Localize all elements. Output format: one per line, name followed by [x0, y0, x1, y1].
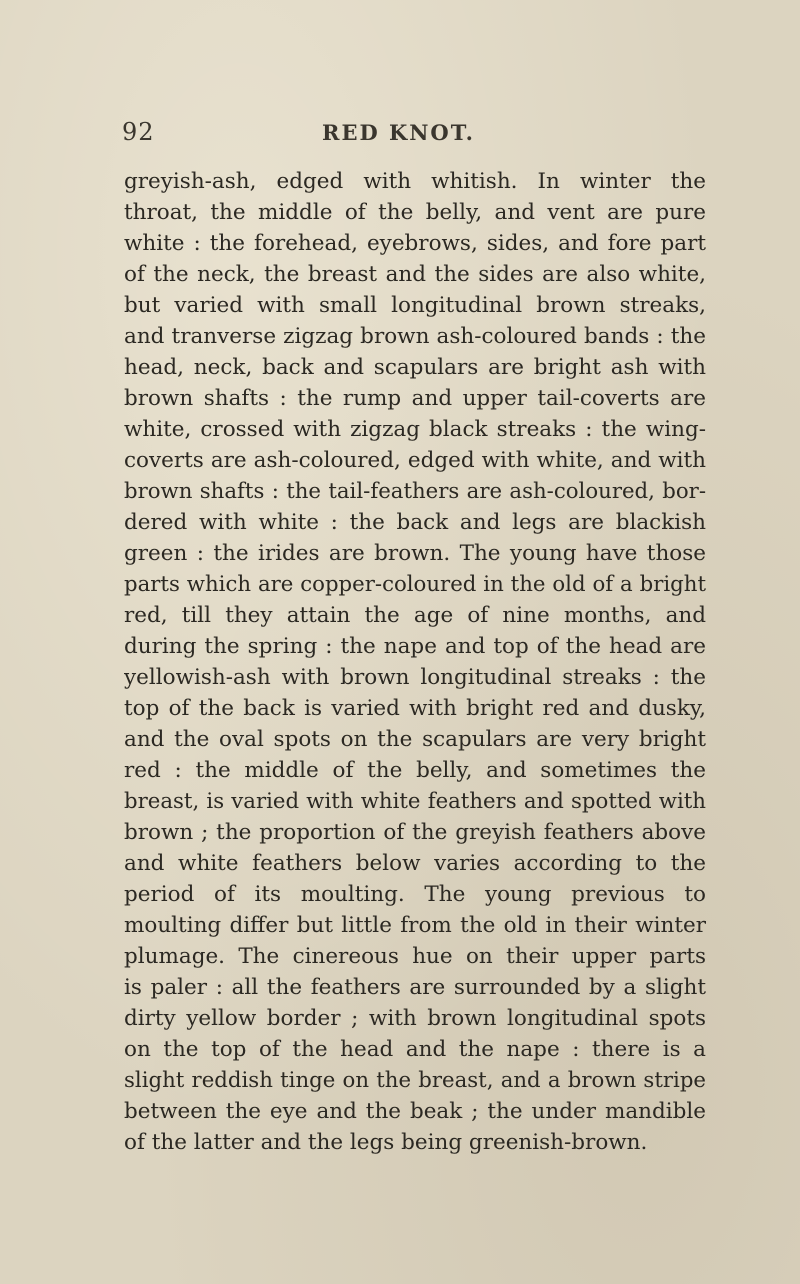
text-line: dirty yellow border ; with brown longitudinal spots: [124, 1006, 706, 1031]
running-title: RED KNOT.: [322, 120, 475, 145]
text-line: and the oval spots on the scapulars are very bright: [124, 727, 706, 752]
text-line: during the spring : the nape and top of the head are: [124, 634, 706, 659]
text-line: but varied with small longitudinal brown streaks,: [124, 293, 706, 318]
text-line: between the eye and the beak ; the under mandible: [124, 1099, 706, 1124]
text-line-last: of the latter and the legs being greenish-brown.: [124, 1130, 648, 1155]
text-line: brown shafts : the tail-feathers are ash-coloured, bor-: [124, 479, 706, 504]
text-line: on the top of the head and the nape : there is a: [124, 1037, 706, 1062]
running-head: [0, 118, 800, 152]
text-line: brown ; the proportion of the greyish feathers above: [124, 820, 706, 845]
page-number: 92: [122, 118, 155, 146]
text-line: moulting differ but little from the old in their winter: [124, 913, 706, 938]
text-line: red, till they attain the age of nine months, and: [124, 603, 706, 628]
text-line: slight reddish tinge on the breast, and a brown stripe: [124, 1068, 706, 1093]
text-line: yellowish-ash with brown longitudinal streaks : the: [124, 665, 706, 690]
text-line: white, crossed with zigzag black streaks : the wing-: [124, 417, 706, 442]
body-text: [124, 166, 706, 1158]
text-line: throat, the middle of the belly, and vent are pure: [124, 200, 706, 225]
text-line: and white feathers below varies according to the: [124, 851, 706, 876]
text-line: coverts are ash-coloured, edged with white, and with: [124, 448, 706, 473]
text-line: breast, is varied with white feathers and spotted with: [124, 789, 706, 814]
text-line: parts which are copper-coloured in the old of a bright: [124, 572, 706, 597]
text-line: top of the back is varied with bright red and dusky,: [124, 696, 706, 721]
text-line: of the neck, the breast and the sides are also white,: [124, 262, 706, 287]
text-line: head, neck, back and scapulars are bright ash with: [124, 355, 706, 380]
text-line: white : the forehead, eyebrows, sides, and fore part: [124, 231, 706, 256]
text-line: is paler : all the feathers are surrounded by a slight: [124, 975, 706, 1000]
text-line: brown shafts : the rump and upper tail-coverts are: [124, 386, 706, 411]
text-line: dered with white : the back and legs are blackish: [124, 510, 706, 535]
text-line: and tranverse zigzag brown ash-coloured bands : the: [124, 324, 706, 349]
text-line: greyish-ash, edged with whitish. In winter the: [124, 169, 706, 194]
text-line: green : the irides are brown. The young have those: [124, 541, 706, 566]
text-line: period of its moulting. The young previous to: [124, 882, 706, 907]
text-line: red : the middle of the belly, and sometimes the: [124, 758, 706, 783]
text-line: plumage. The cinereous hue on their upper parts: [124, 944, 706, 969]
